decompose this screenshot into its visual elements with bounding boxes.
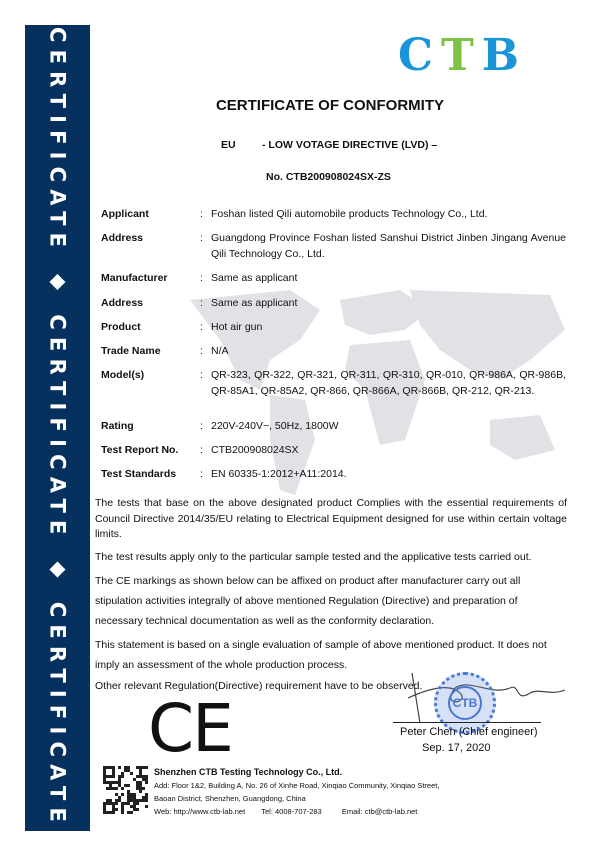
field-colon: : (200, 321, 203, 333)
certificate-number: No. CTB200908024SX-ZS (266, 171, 391, 183)
field-row (101, 270, 566, 286)
paragraph-other: Other relevant Regulation(Directive) requirement have to be observed. (95, 680, 423, 692)
paragraph-scope: The test results apply only to the particular sample tested and the applicative tests carried out. (95, 551, 532, 563)
ctb-logo: CTB (398, 30, 527, 81)
field-colon: : (200, 468, 203, 480)
field-label: Rating (101, 420, 134, 432)
ctb-stamp: CTB (434, 672, 496, 734)
field-value: N/A (211, 345, 229, 357)
footer-contact: Web: http://www.ctb-lab.net Tel: 4008-707-283 Email: ctb@ctb-lab.net (154, 807, 418, 816)
field-colon: : (200, 208, 203, 220)
field-row (101, 418, 566, 434)
signature-line (393, 722, 541, 723)
field-row (101, 295, 566, 311)
ce-mark: CE (148, 690, 232, 767)
field-row (101, 319, 566, 335)
field-label: Test Report No. (101, 444, 179, 456)
field-colon: : (200, 272, 203, 284)
field-label: Trade Name (101, 345, 161, 357)
sidebar-text: CERTIFICATE ◆ CERTIFICATE ◆ CERTIFICATE (45, 27, 70, 829)
qr-code[interactable] (102, 766, 148, 814)
field-colon: : (200, 297, 203, 309)
field-label: Address (101, 232, 144, 244)
field-value: QR-323, QR-322, QR-321, QR-311, QR-310, QR-010, QR-986A, QR-986B, QR-85A1, QR-85A2, QR-866, QR-866A, QR-866B, QR-212, QR-213. (211, 369, 566, 397)
paragraph-compliance: The tests that base on the above designated product Complies with the essential requirements of Council Directive 2014/35/EU relating to Electrical Equipment designed for use within certain voltage limits. (95, 497, 567, 540)
footer-company: Shenzhen CTB Testing Technology Co., Ltd. (154, 767, 343, 777)
field-label: Model(s) (101, 369, 145, 381)
field-row (101, 442, 566, 458)
field-value: 220V-240V~, 50Hz, 1800W (211, 420, 339, 432)
paragraph-ce-marking: The CE markings as shown below can be affixed on product after manufacturer carry out all stipulation activities integrally of above mentioned Regulation (Directive) and preparation of necessary technical documentation as well as the conformity declaration. (95, 575, 521, 627)
field-row (101, 367, 566, 399)
signer-name: Peter Chen (Chief engineer) (400, 726, 538, 738)
field-value: Guangdong Province Foshan listed Sanshui District Jinben Jingang Avenue Qili Technology Co., Ltd. (211, 232, 566, 260)
field-label: Address (101, 297, 144, 309)
field-label: Manufacturer (101, 272, 168, 284)
field-colon: : (200, 444, 203, 456)
certificate-sidebar-band (25, 25, 90, 831)
field-colon: : (200, 420, 203, 432)
field-row (101, 230, 566, 262)
eu-label: EU (221, 139, 236, 151)
field-value: Same as applicant (211, 297, 298, 309)
paragraph-statement: This statement is based on a single evaluation of sample of above mentioned product. It does not imply an assessment of the whole production process. (95, 639, 547, 671)
field-colon: : (200, 369, 203, 381)
field-value: CTB200908024SX (211, 444, 299, 456)
signature-date: Sep. 17, 2020 (422, 742, 491, 754)
footer-address-1: Add: Floor 1&2, Building A, No. 26 of Xinhe Road, Xinqiao Community, Xinqiao Street, (154, 781, 440, 790)
field-row (101, 206, 566, 222)
field-label: Applicant (101, 208, 149, 220)
field-row (101, 466, 566, 482)
page-title: CERTIFICATE OF CONFORMITY (215, 97, 445, 114)
footer-address-2: Baoan District, Shenzhen, Guangdong, China (154, 794, 306, 803)
footer-tel: Tel: 4008-707-283 (261, 807, 322, 816)
field-value: Same as applicant (211, 272, 298, 284)
website-link[interactable]: http://www.ctb-lab.net (173, 807, 246, 816)
field-value: Hot air gun (211, 321, 263, 333)
field-row (101, 343, 566, 359)
field-colon: : (200, 345, 203, 357)
field-label: Product (101, 321, 141, 333)
field-value: EN 60335-1:2012+A11:2014. (211, 468, 347, 480)
footer-email: Email: ctb@ctb-lab.net (341, 807, 418, 816)
field-label: Test Standards (101, 468, 177, 480)
field-colon: : (200, 232, 203, 244)
field-value: Foshan listed Qili automobile products Technology Co., Ltd. (211, 208, 488, 220)
directive-title: - LOW VOTAGE DIRECTIVE (LVD) – (262, 139, 438, 151)
